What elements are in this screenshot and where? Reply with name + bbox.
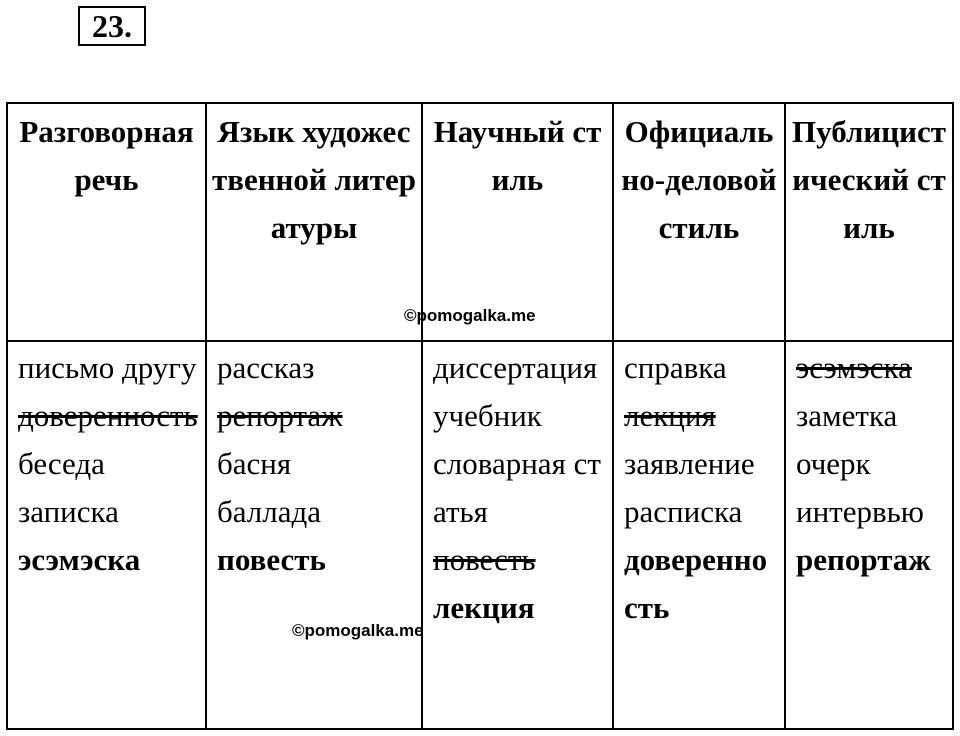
column-header-colloquial: Разговорная речь <box>7 103 206 341</box>
list-item: эсэмэска <box>18 542 141 577</box>
list-item: расписка <box>624 494 743 529</box>
list-item: интервью <box>796 494 924 529</box>
list-item: репортаж <box>796 542 931 577</box>
list-item: очерк <box>796 446 871 481</box>
list-item: лекция <box>624 398 716 433</box>
watermark-text: ©pomogalka.me <box>404 306 536 325</box>
list-item: баллада <box>217 494 322 529</box>
column-cell-publicistic <box>785 341 953 729</box>
column-cell-official <box>613 341 785 729</box>
list-item: беседа <box>18 446 105 481</box>
list-item: словарная статья <box>433 446 601 529</box>
column-cell-scientific <box>422 341 613 729</box>
watermark-text: ©pomogalka.me <box>292 621 424 640</box>
column-header-scientific: Научный стиль <box>422 103 613 341</box>
speech-styles-table <box>6 102 954 730</box>
list-item: лекция <box>433 590 535 625</box>
list-item: повесть <box>217 542 326 577</box>
list-item: репортаж <box>217 398 343 433</box>
list-item: басня <box>217 446 292 481</box>
list-item: доверенность <box>624 542 768 625</box>
task-number: 23. <box>78 6 146 46</box>
list-item: письмо другу <box>18 350 197 385</box>
list-item: справка <box>624 350 727 385</box>
list-item: доверенность <box>18 398 198 433</box>
column-header-publicistic: Публицистический стиль <box>785 103 953 341</box>
list-item: учебник <box>433 398 542 433</box>
list-item: заметка <box>796 398 898 433</box>
column-header-literary: Язык художественной литературы <box>206 103 422 341</box>
list-item: повесть <box>433 542 536 577</box>
list-item: записка <box>18 494 119 529</box>
items-row <box>7 341 953 729</box>
column-cell-literary <box>206 341 422 729</box>
list-item: заявление <box>624 446 755 481</box>
list-item: рассказ <box>217 350 315 385</box>
list-item: эсэмэска <box>796 350 912 385</box>
column-header-official: Официально-деловой стиль <box>613 103 785 341</box>
list-item: диссертация <box>433 350 598 385</box>
column-cell-colloquial <box>7 341 206 729</box>
